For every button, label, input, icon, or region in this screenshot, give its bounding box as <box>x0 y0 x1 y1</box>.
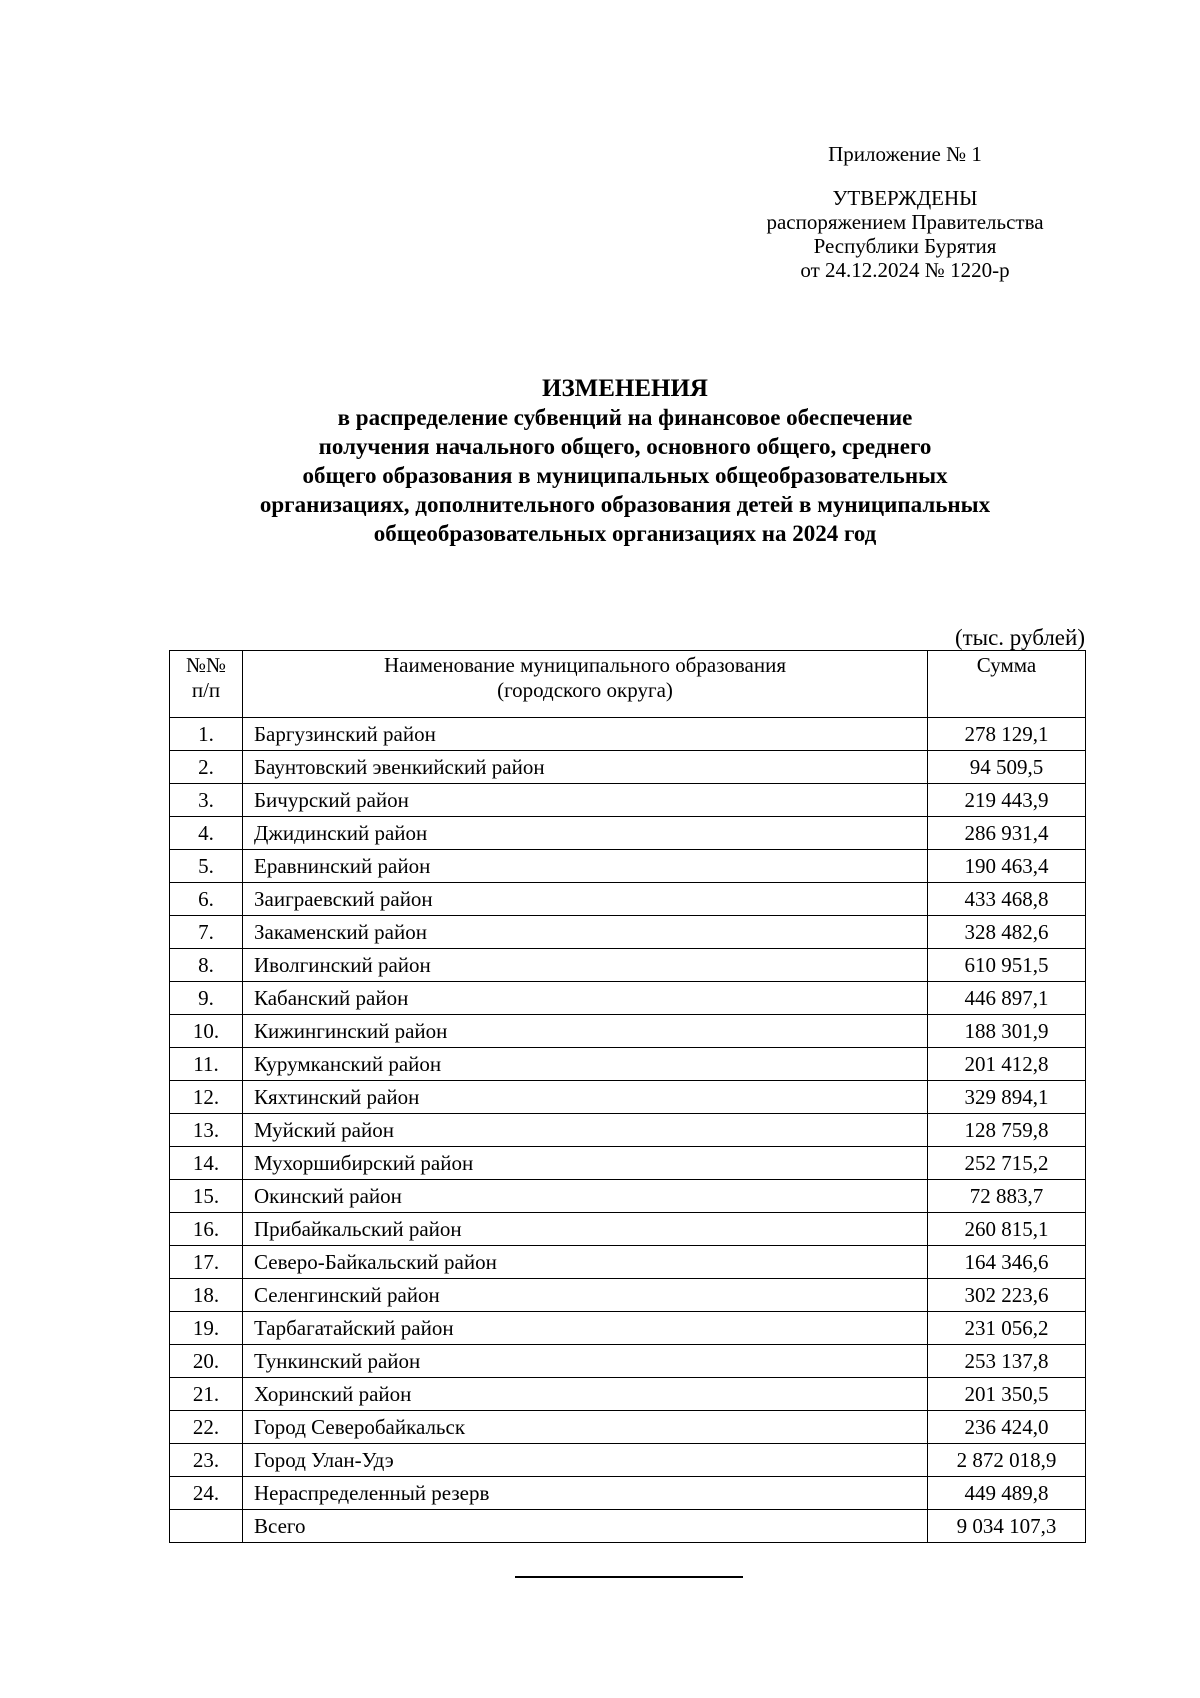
title-line-4: организациях, дополнительного образования детей в муниципальных <box>259 492 991 517</box>
table-row <box>170 1147 1086 1180</box>
header-name <box>243 651 928 718</box>
row-sum: 446 897,1 <box>928 982 1086 1015</box>
row-name: Баргузинский район <box>243 718 928 751</box>
row-number: 13. <box>170 1114 243 1147</box>
table-row <box>170 916 1086 949</box>
row-name: Окинский район <box>243 1180 928 1213</box>
row-number: 10. <box>170 1015 243 1048</box>
approved-by-line2: Республики Бурятия <box>813 234 997 258</box>
row-name: Город Северобайкальск <box>243 1411 928 1444</box>
table-row <box>170 1510 1086 1543</box>
row-name: Еравнинский район <box>243 850 928 883</box>
table-row <box>170 1213 1086 1246</box>
row-name: Курумканский район <box>243 1048 928 1081</box>
row-sum: 329 894,1 <box>928 1081 1086 1114</box>
appendix-label: Приложение № 1 <box>828 142 982 166</box>
table-row <box>170 949 1086 982</box>
row-number: 16. <box>170 1213 243 1246</box>
row-number: 9. <box>170 982 243 1015</box>
row-name: Бичурский район <box>243 784 928 817</box>
row-name: Северо-Байкальский район <box>243 1246 928 1279</box>
table-row <box>170 718 1086 751</box>
row-sum: 449 489,8 <box>928 1477 1086 1510</box>
table-row <box>170 1477 1086 1510</box>
header-number-line1: №№ <box>185 653 227 677</box>
row-number: 14. <box>170 1147 243 1180</box>
row-number: 8. <box>170 949 243 982</box>
row-number: 17. <box>170 1246 243 1279</box>
row-name: Баунтовский эвенкийский район <box>243 751 928 784</box>
row-sum: 278 129,1 <box>928 718 1086 751</box>
row-name: Заиграевский район <box>243 883 928 916</box>
signature-line <box>515 1576 743 1578</box>
title-line-2: получения начального общего, основного общего, среднего <box>318 434 932 459</box>
row-sum: 164 346,6 <box>928 1246 1086 1279</box>
table-row <box>170 784 1086 817</box>
row-name: Закаменский район <box>243 916 928 949</box>
row-sum: 190 463,4 <box>928 850 1086 883</box>
table-row <box>170 1015 1086 1048</box>
row-name: Муйский район <box>243 1114 928 1147</box>
row-number: 22. <box>170 1411 243 1444</box>
row-sum: 302 223,6 <box>928 1279 1086 1312</box>
appendix-block <box>740 142 1070 282</box>
row-sum: 252 715,2 <box>928 1147 1086 1180</box>
row-sum: 328 482,6 <box>928 916 1086 949</box>
approved-label: УТВЕРЖДЕНЫ <box>832 186 978 210</box>
row-name: Кяхтинский район <box>243 1081 928 1114</box>
table-row <box>170 850 1086 883</box>
header-sum: Сумма <box>928 651 1086 718</box>
table-row <box>170 1411 1086 1444</box>
table-header-row <box>170 651 1086 718</box>
row-sum: 188 301,9 <box>928 1015 1086 1048</box>
row-number: 1. <box>170 718 243 751</box>
row-name: Нераспределенный резерв <box>243 1477 928 1510</box>
row-number: 18. <box>170 1279 243 1312</box>
row-sum: 72 883,7 <box>928 1180 1086 1213</box>
row-sum: 286 931,4 <box>928 817 1086 850</box>
distribution-table <box>169 650 1086 1543</box>
table-row <box>170 1246 1086 1279</box>
title-line-1: в распределение субвенций на финансовое обеспечение <box>337 405 913 430</box>
row-number: 12. <box>170 1081 243 1114</box>
table-row <box>170 1378 1086 1411</box>
header-name-line1: Наименование муниципального образования <box>384 653 786 677</box>
row-name: Тункинский район <box>243 1345 928 1378</box>
table-row <box>170 1444 1086 1477</box>
document-title <box>160 374 1090 548</box>
row-name: Хоринский район <box>243 1378 928 1411</box>
title-main: ИЗМЕНЕНИЯ <box>542 375 708 402</box>
row-sum: 2 872 018,9 <box>928 1444 1086 1477</box>
table-row <box>170 1048 1086 1081</box>
row-sum: 9 034 107,3 <box>928 1510 1086 1543</box>
row-number: 15. <box>170 1180 243 1213</box>
row-name: Тарбагатайский район <box>243 1312 928 1345</box>
row-name: Иволгинский район <box>243 949 928 982</box>
header-number-line2: п/п <box>191 678 221 702</box>
row-sum: 260 815,1 <box>928 1213 1086 1246</box>
row-name: Селенгинский район <box>243 1279 928 1312</box>
header-name-line2: (городского округа) <box>497 678 673 702</box>
row-sum: 253 137,8 <box>928 1345 1086 1378</box>
table-row <box>170 1345 1086 1378</box>
approved-by-line1: распоряжением Правительства <box>766 210 1044 234</box>
row-number: 20. <box>170 1345 243 1378</box>
table-row <box>170 1180 1086 1213</box>
row-number: 6. <box>170 883 243 916</box>
row-number: 21. <box>170 1378 243 1411</box>
approved-date: от 24.12.2024 № 1220-р <box>800 258 1010 282</box>
row-sum: 231 056,2 <box>928 1312 1086 1345</box>
row-name: Джидинский район <box>243 817 928 850</box>
row-sum: 201 350,5 <box>928 1378 1086 1411</box>
row-number: 4. <box>170 817 243 850</box>
table-row <box>170 1279 1086 1312</box>
row-name: Мухоршибирский район <box>243 1147 928 1180</box>
row-sum: 128 759,8 <box>928 1114 1086 1147</box>
row-number: 5. <box>170 850 243 883</box>
row-sum: 219 443,9 <box>928 784 1086 817</box>
row-sum: 236 424,0 <box>928 1411 1086 1444</box>
units-label: (тыс. рублей) <box>954 625 1085 650</box>
row-sum: 433 468,8 <box>928 883 1086 916</box>
table-row <box>170 982 1086 1015</box>
title-line-3: общего образования в муниципальных общеобразовательных <box>302 463 948 488</box>
row-sum: 610 951,5 <box>928 949 1086 982</box>
row-number: 19. <box>170 1312 243 1345</box>
row-name: Кижингинский район <box>243 1015 928 1048</box>
row-number <box>170 1510 243 1543</box>
table-row <box>170 883 1086 916</box>
table-row <box>170 1081 1086 1114</box>
table-row <box>170 751 1086 784</box>
row-number: 11. <box>170 1048 243 1081</box>
row-number: 24. <box>170 1477 243 1510</box>
header-number <box>170 651 243 718</box>
row-number: 7. <box>170 916 243 949</box>
row-name: Кабанский район <box>243 982 928 1015</box>
row-name: Город Улан-Удэ <box>243 1444 928 1477</box>
row-name: Прибайкальский район <box>243 1213 928 1246</box>
table-row <box>170 1312 1086 1345</box>
row-sum: 94 509,5 <box>928 751 1086 784</box>
row-number: 23. <box>170 1444 243 1477</box>
row-name: Всего <box>243 1510 928 1543</box>
row-sum: 201 412,8 <box>928 1048 1086 1081</box>
table-row <box>170 817 1086 850</box>
title-line-5: общеобразовательных организациях на 2024 год <box>373 521 877 546</box>
row-number: 3. <box>170 784 243 817</box>
table-row <box>170 1114 1086 1147</box>
row-number: 2. <box>170 751 243 784</box>
